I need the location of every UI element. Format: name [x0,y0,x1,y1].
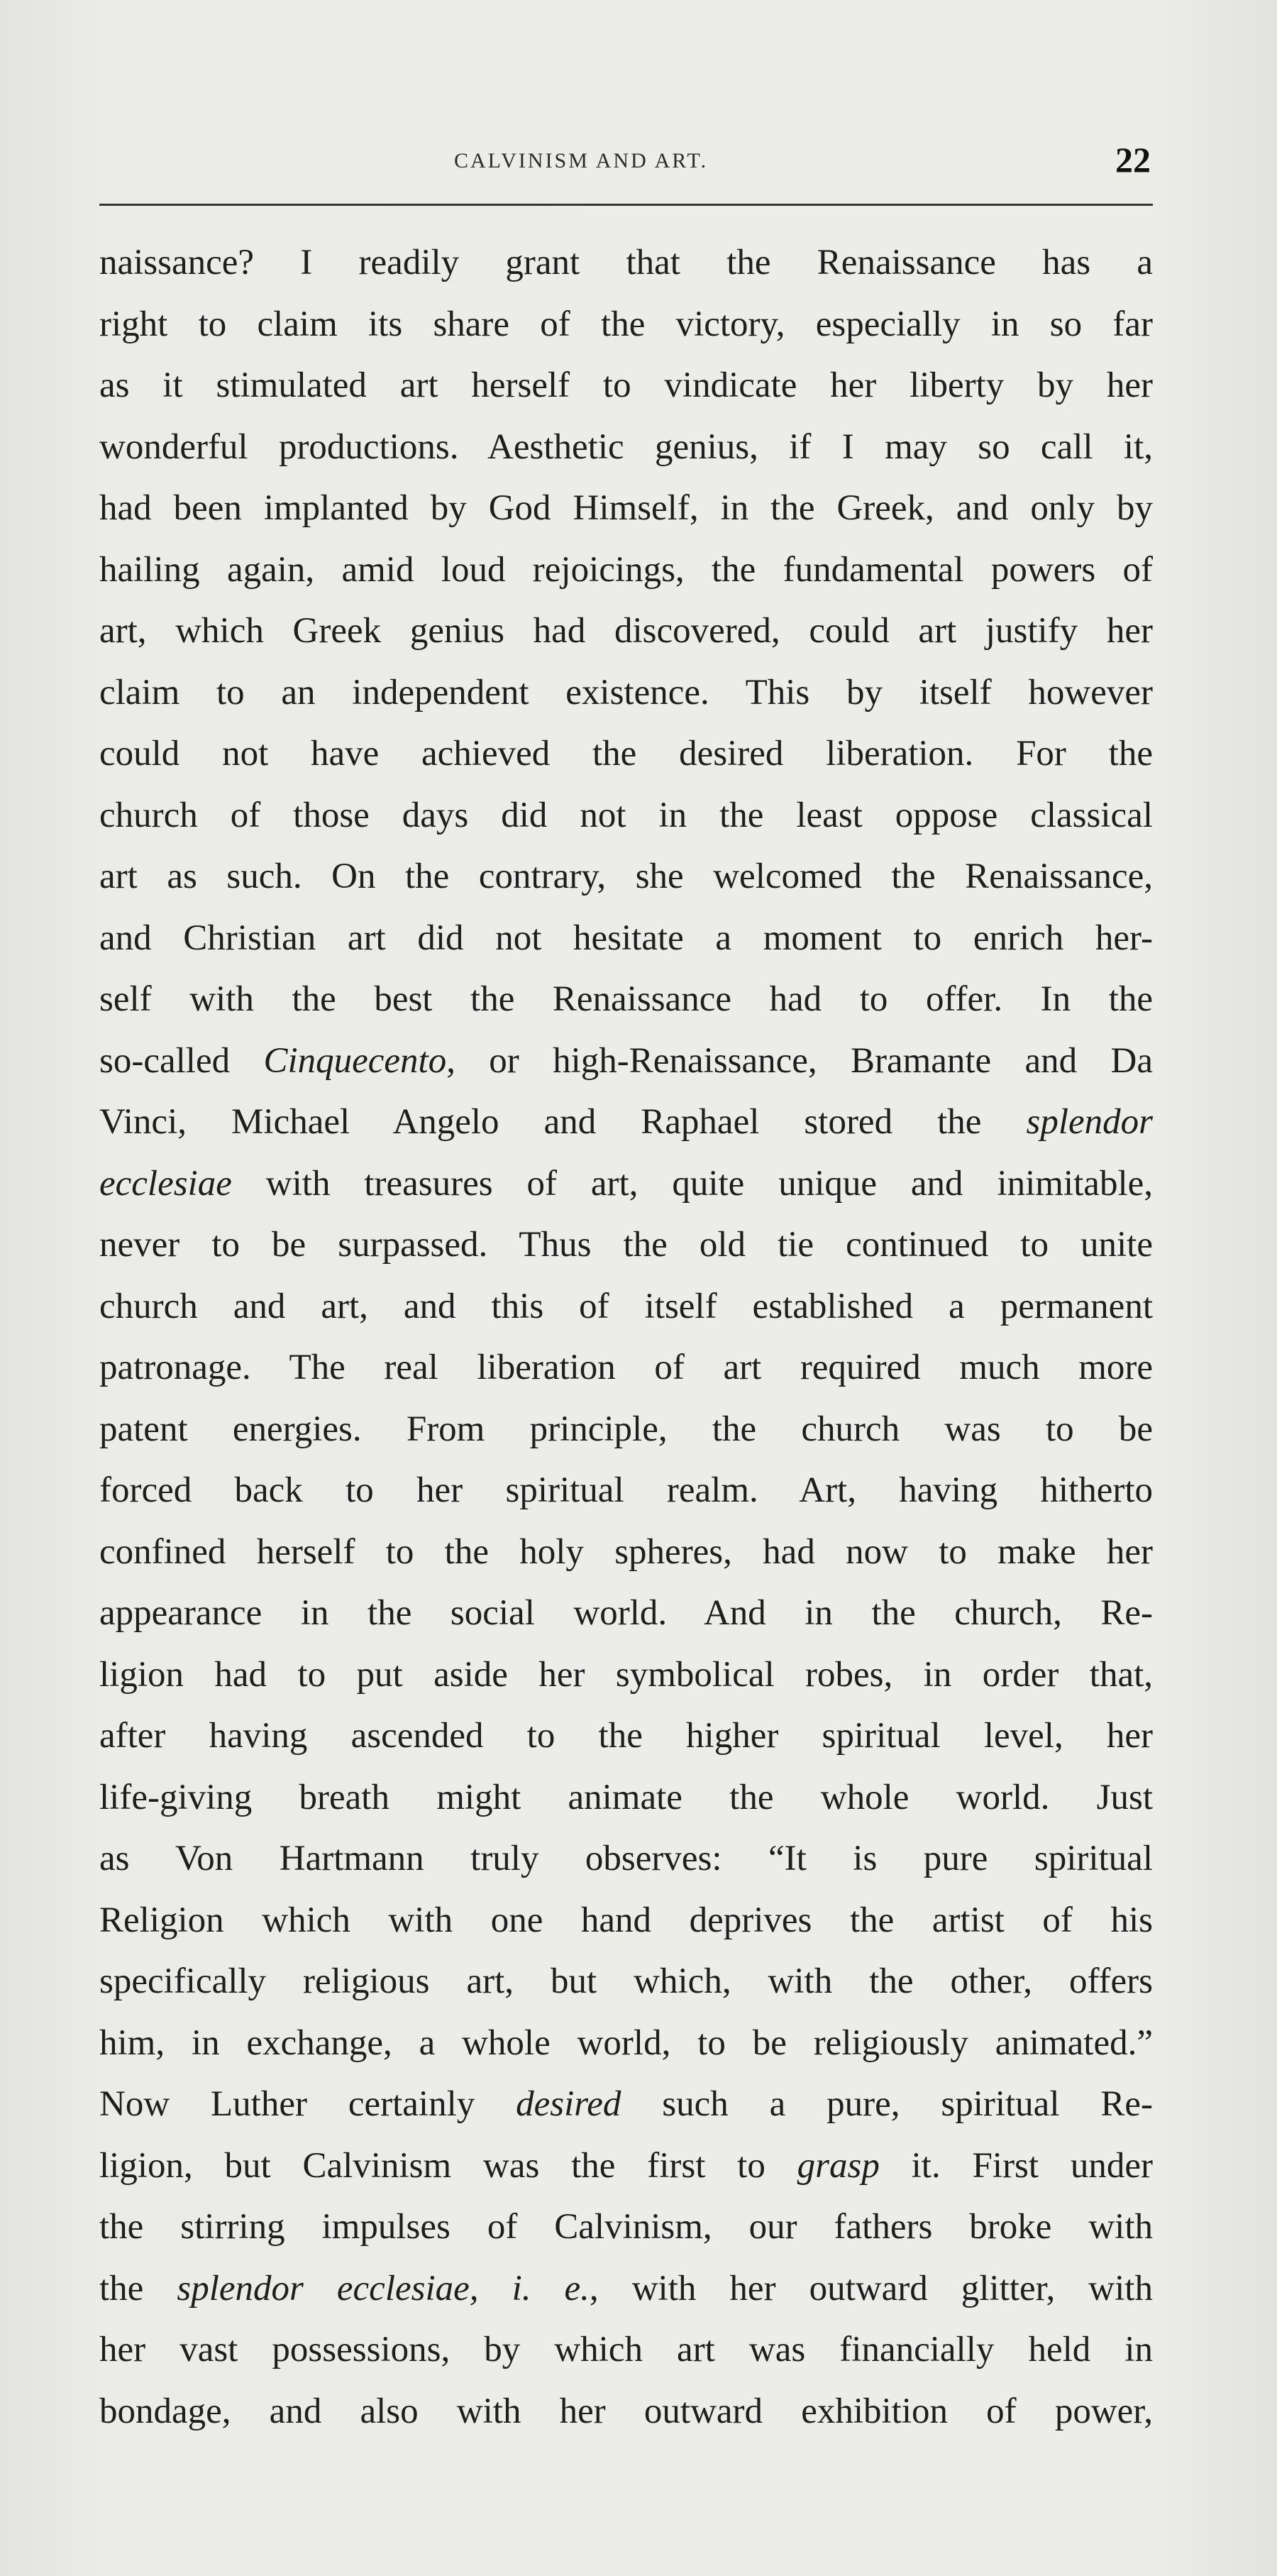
text-segment: art, which Greek genius had discovered, could art justify her [99,611,1153,651]
text-segment: such a pure, spiritual Re- [621,2084,1153,2124]
text-line [99,2381,1153,2443]
text-segment: Vinci, Michael Angelo and Raphael stored the [99,1102,1027,1142]
italic-text: ecclesiae [99,1163,232,1204]
text-line [99,2196,1153,2258]
text-segment: as Von Hartmann truly observes: “It is pure spiritual [99,1839,1153,1878]
text-line [99,969,1153,1030]
text-segment: her vast possessions, by which art was financially held in [99,2330,1153,2369]
text-segment: patent energies. From principle, the church was to be [99,1409,1153,1449]
text-line [99,662,1153,724]
text-segment: forced back to her spiritual realm. Art, having hitherto [99,1470,1153,1510]
text-line [99,1214,1153,1276]
text-segment: specifically religious art, but which, with the other, offers [99,1961,1153,2001]
text-line [99,1030,1153,1092]
text-segment: naissance? I readily grant that the Renaissance has a [99,243,1153,282]
text-segment: hailing again, amid loud rejoicings, the fundamental powers of [99,549,1153,590]
text-segment: ligion had to put aside her symbolical robes, in order that, [99,1654,1153,1695]
text-segment: church and art, and this of itself established a permanent [99,1286,1153,1326]
text-line [99,1828,1153,1890]
text-line [99,1705,1153,1767]
text-segment: with treasures of art, quite unique and inimitable, [231,1163,1153,1204]
text-segment: art as such. On the contrary, she welcomed the Renaissance, [99,857,1153,896]
text-segment: it. First under [879,2145,1153,2186]
text-line [99,417,1153,478]
italic-text: grasp [797,2145,880,2186]
text-segment: after having ascended to the higher spiritual level, her [99,1716,1153,1756]
text-line [99,1583,1153,1644]
text-segment: patronage. The real liberation of art required much more [99,1348,1153,1387]
italic-text: Cinquecento [263,1040,447,1081]
text-line [99,1521,1153,1583]
text-segment: had been implanted by God Himself, in the Greek, and only by [99,488,1153,528]
text-line [99,1460,1153,1521]
text-line [99,785,1153,847]
text-line [99,232,1153,294]
text-line [99,1767,1153,1829]
text-line [99,539,1153,601]
text-segment: church of those days did not in the least oppose classical [99,795,1153,835]
text-line [99,2319,1153,2381]
text-line [99,846,1153,908]
text-line [99,1153,1153,1215]
italic-text: desired [516,2084,621,2124]
text-segment: appearance in the social world. And in the church, Re- [99,1593,1153,1633]
text-segment: ligion, but Calvinism was the first to [99,2145,797,2186]
text-line [99,1644,1153,1706]
text-segment: , with her outward glitter, with [589,2268,1153,2308]
text-segment: self with the best the Renaissance had to offer. In the [99,979,1153,1019]
text-segment: the stirring impulses of Calvinism, our fathers broke with [99,2207,1153,2247]
text-line [99,294,1153,356]
italic-text: splendor ecclesiae, i. e. [177,2268,590,2308]
text-line [99,478,1153,539]
text-segment: Now Luther certainly [99,2084,516,2124]
text-line [99,908,1153,969]
text-line [99,2135,1153,2197]
page-number: 22 [1115,140,1151,180]
text-segment: right to claim its share of the victory, especially in so far [99,304,1153,344]
text-line [99,1890,1153,1952]
italic-text: splendor [1026,1102,1153,1142]
text-segment: confined herself to the holy spheres, had now to make her [99,1531,1153,1572]
text-segment: never to be surpassed. Thus the old tie continued to unite [99,1225,1153,1265]
text-line [99,1337,1153,1399]
text-segment: him, in exchange, a whole world, to be religiously animated.” [99,2022,1153,2063]
text-segment: life-giving breath might animate the whole world. Just [99,1777,1153,1817]
text-segment: claim to an independent existence. This by itself however [99,672,1153,712]
text-segment: , or high-Renaissance, Bramante and Da [446,1040,1153,1081]
text-segment: so-called [99,1040,264,1081]
text-segment: could not have achieved the desired liberation. For the [99,734,1153,774]
text-segment: and Christian art did not hesitate a moment to enrich her- [99,918,1153,958]
text-line [99,1276,1153,1338]
body-text [99,232,1153,2442]
text-line [99,723,1153,785]
text-line [99,2258,1153,2320]
text-segment: bondage, and also with her outward exhibition of power, [99,2391,1153,2431]
text-segment: wonderful productions. Aesthetic genius, if I may so call it, [99,426,1153,467]
text-segment: as it stimulated art herself to vindicate her liberty by her [99,365,1153,405]
text-line [99,2074,1153,2135]
text-segment: the [99,2268,177,2308]
running-title: CALVINISM AND ART. [454,149,709,172]
text-line [99,2013,1153,2074]
text-line [99,1399,1153,1460]
header-rule [99,204,1153,206]
text-line [99,1951,1153,2013]
text-segment: Religion which with one hand deprives the artist of his [99,1900,1153,1940]
text-line [99,355,1153,417]
text-line [99,600,1153,662]
text-line [99,1091,1153,1153]
